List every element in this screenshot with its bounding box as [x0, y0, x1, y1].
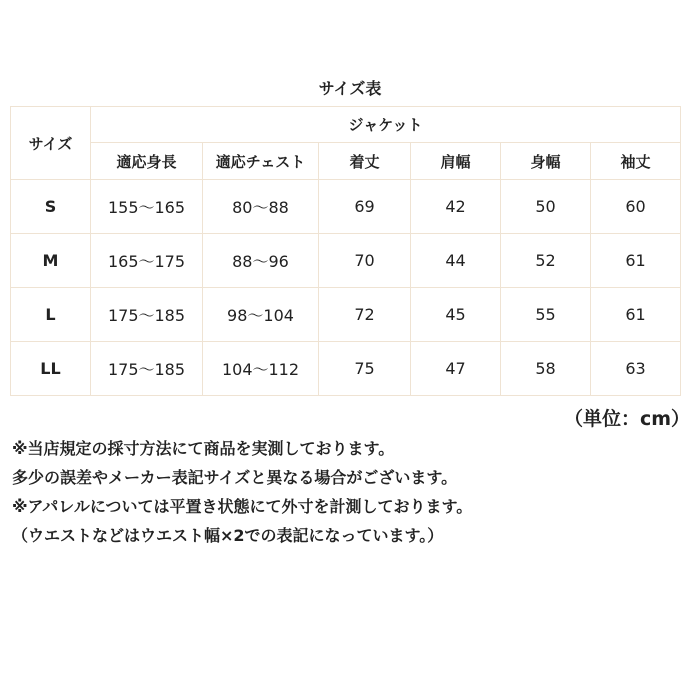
table-cell: 45: [411, 288, 501, 342]
table-cell: 155〜165: [91, 180, 203, 234]
note-line: ※当店規定の採寸方法にて商品を実測しております。: [12, 439, 395, 458]
jacket-group-header: ジャケット: [91, 107, 681, 143]
column-header-height: 適応身長: [91, 143, 203, 180]
page-title: サイズ表: [318, 79, 382, 98]
table-cell: 61: [591, 234, 681, 288]
table-cell: 58: [501, 342, 591, 396]
note-line: ※アパレルについては平置き状態にて外寸を計測しております。: [12, 497, 473, 516]
table-cell: 175〜185: [91, 342, 203, 396]
table-cell: 69: [319, 180, 411, 234]
table-cell: 175〜185: [91, 288, 203, 342]
column-header-length: 着丈: [319, 143, 411, 180]
size-cell: L: [11, 288, 91, 342]
table-cell: 165〜175: [91, 234, 203, 288]
table-cell: 61: [591, 288, 681, 342]
size-column-header: サイズ: [11, 107, 91, 180]
table-row: [11, 288, 681, 342]
table-row: [11, 234, 681, 288]
table-cell: 88〜96: [203, 234, 319, 288]
table-cell: 47: [411, 342, 501, 396]
table-cell: 42: [411, 180, 501, 234]
table-cell: 70: [319, 234, 411, 288]
size-cell: LL: [11, 342, 91, 396]
unit-label: （単位：cm）: [563, 408, 690, 430]
column-header-shoulder: 肩幅: [411, 143, 501, 180]
column-header-body-width: 身幅: [501, 143, 591, 180]
table-cell: 72: [319, 288, 411, 342]
table-column-header-row: [11, 143, 681, 180]
column-header-chest: 適応チェスト: [203, 143, 319, 180]
size-cell: M: [11, 234, 91, 288]
table-cell: 104〜112: [203, 342, 319, 396]
table-cell: 75: [319, 342, 411, 396]
table-cell: 60: [591, 180, 681, 234]
table-cell: 63: [591, 342, 681, 396]
notes: [12, 434, 692, 550]
table-cell: 52: [501, 234, 591, 288]
table-cell: 44: [411, 234, 501, 288]
column-header-sleeve: 袖丈: [591, 143, 681, 180]
table-group-header-row: [11, 107, 681, 143]
table-cell: 55: [501, 288, 591, 342]
note-line: （ウエストなどはウエスト幅×2での表記になっています。）: [12, 526, 444, 545]
size-cell: S: [11, 180, 91, 234]
table-cell: 98〜104: [203, 288, 319, 342]
note-line: 多少の誤差やメーカー表記サイズと異なる場合がございます。: [12, 468, 458, 487]
table-cell: 50: [501, 180, 591, 234]
table-row: [11, 342, 681, 396]
table-row: [11, 180, 681, 234]
table-cell: 80〜88: [203, 180, 319, 234]
size-table: [10, 106, 681, 396]
